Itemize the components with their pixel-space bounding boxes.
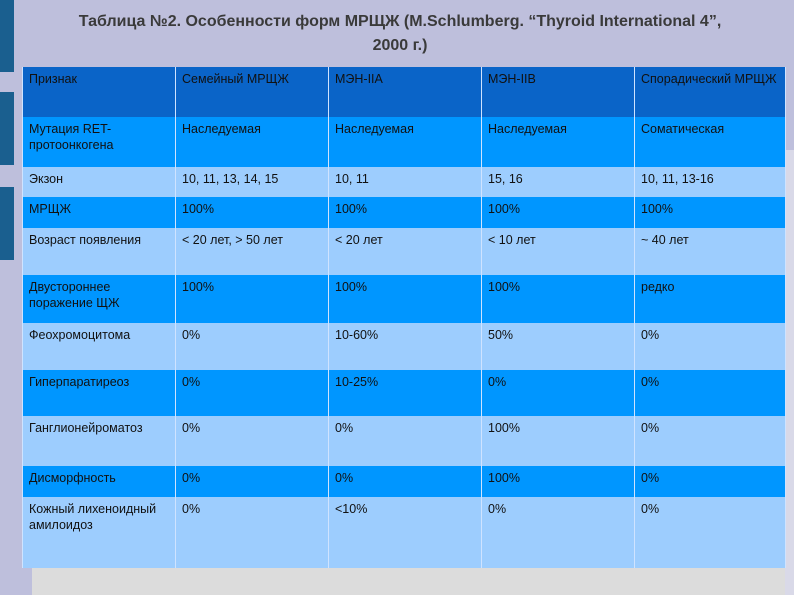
table-row: [23, 117, 786, 167]
table-cell: редко: [635, 275, 786, 323]
comparison-table: [22, 67, 786, 568]
table-cell: 100%: [329, 197, 482, 228]
table-cell: 10-60%: [329, 323, 482, 370]
table-cell: Наследуемая: [482, 117, 635, 167]
table-cell: 100%: [176, 197, 329, 228]
table-cell: 0%: [329, 416, 482, 466]
table-cell: 10-25%: [329, 370, 482, 416]
table-row: [23, 228, 786, 275]
table-cell: Экзон: [23, 167, 176, 197]
header-cell: МЭН-IIA: [329, 67, 482, 117]
table-cell: Двустороннее поражение ЩЖ: [23, 275, 176, 323]
table-cell: Ганглионейроматоз: [23, 416, 176, 466]
table-row: [23, 416, 786, 466]
table-cell: 100%: [482, 466, 635, 497]
table-cell: 0%: [176, 323, 329, 370]
header-cell: Семейный МРЩЖ: [176, 67, 329, 117]
table-cell: 100%: [176, 275, 329, 323]
table-cell: Гиперпаратиреоз: [23, 370, 176, 416]
decor-bar: [0, 0, 14, 72]
table-cell: 0%: [635, 416, 786, 466]
table-header-row: [23, 67, 786, 117]
table-cell: 0%: [482, 497, 635, 568]
slide-title: Таблица №2. Особенности форм МРЩЖ (M.Schlumberg. “Thyroid International 4”, 2000 г.): [78, 13, 722, 54]
table-cell: 100%: [482, 416, 635, 466]
table-cell: < 20 лет, > 50 лет: [176, 228, 329, 275]
table-cell: Наследуемая: [176, 117, 329, 167]
table-cell: < 10 лет: [482, 228, 635, 275]
header-cell: Признак: [23, 67, 176, 117]
table-cell: 0%: [176, 416, 329, 466]
table-cell: 50%: [482, 323, 635, 370]
table-cell: Феохромоцитома: [23, 323, 176, 370]
table-cell: 10, 11, 13-16: [635, 167, 786, 197]
table-cell: 0%: [482, 370, 635, 416]
table-cell: < 20 лет: [329, 228, 482, 275]
table-cell: Мутация RET-протоонкогена: [23, 117, 176, 167]
table-cell: Наследуемая: [329, 117, 482, 167]
table-cell: 10, 11, 13, 14, 15: [176, 167, 329, 197]
header-cell: МЭН-IIB: [482, 67, 635, 117]
table-cell: 0%: [176, 497, 329, 568]
table-cell: 10, 11: [329, 167, 482, 197]
table-cell: Соматическая: [635, 117, 786, 167]
table-row: [23, 497, 786, 568]
table-row: [23, 323, 786, 370]
table-row: [23, 167, 786, 197]
background-strip: [785, 150, 794, 595]
table-cell: 0%: [176, 466, 329, 497]
table-row: [23, 197, 786, 228]
table-cell: ~ 40 лет: [635, 228, 786, 275]
decor-bar: [0, 92, 14, 165]
table-cell: 0%: [635, 323, 786, 370]
table-cell: 100%: [329, 275, 482, 323]
decor-bar: [0, 187, 14, 260]
table-cell: 0%: [635, 466, 786, 497]
table-cell: 0%: [176, 370, 329, 416]
table-cell: 100%: [635, 197, 786, 228]
table-cell: МРЩЖ: [23, 197, 176, 228]
table-row: [23, 275, 786, 323]
table-cell: 15, 16: [482, 167, 635, 197]
header-cell: Спорадический МРЩЖ: [635, 67, 786, 117]
table-cell: 0%: [635, 370, 786, 416]
table-row: [23, 466, 786, 497]
table-cell: Кожный лихеноидный амилоидоз: [23, 497, 176, 568]
table-row: [23, 370, 786, 416]
table-cell: Возраст появления: [23, 228, 176, 275]
table-cell: 0%: [329, 466, 482, 497]
table-cell: Дисморфность: [23, 466, 176, 497]
table-cell: 100%: [482, 275, 635, 323]
table-cell: 100%: [482, 197, 635, 228]
table-cell: <10%: [329, 497, 482, 568]
table-cell: 0%: [635, 497, 786, 568]
